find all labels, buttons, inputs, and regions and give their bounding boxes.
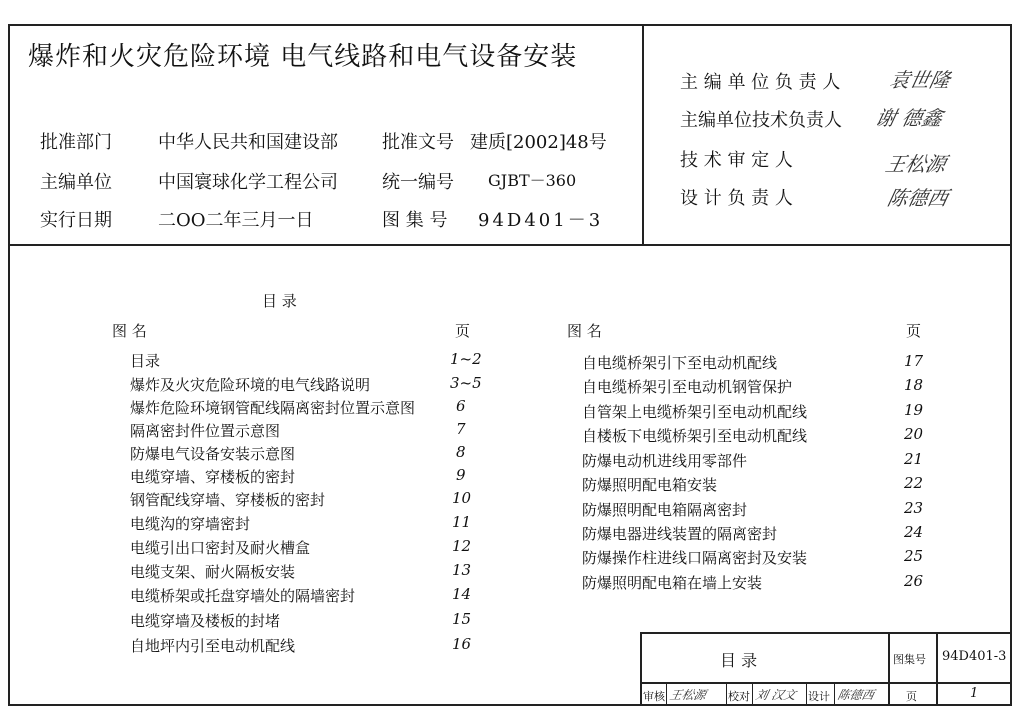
toc-entry[interactable] [582, 474, 922, 498]
signature-label-review: 技 术 审 定 人 [680, 150, 793, 171]
toc-entry[interactable] [130, 610, 490, 634]
approval-doc-value: 建质[2002]48号 [470, 132, 607, 153]
signature-chief-unit: 袁世隆 [887, 68, 953, 92]
sheet-title: 目 录 [720, 651, 758, 670]
toc-entry-page: 24 [904, 523, 924, 541]
toc-entry-page: 10 [452, 489, 472, 507]
toc-entry-page: 12 [452, 537, 472, 555]
page-title: 爆炸和火灾危险环境 电气线路和电气设备安装 [28, 42, 578, 72]
toc-entry[interactable] [130, 350, 490, 374]
toc-entry-name: 爆炸危险环境钢管配线隔离密封位置示意图 [130, 399, 416, 417]
toc-entry[interactable] [130, 489, 490, 513]
toc-entry-name: 电缆引出口密封及耐火槽盒 [130, 539, 311, 557]
effective-date-value: 二OO二年三月一日 [158, 210, 314, 231]
title-block-atlas-value: 94D401-3 [942, 649, 1007, 664]
unified-code-label: 统一编号 [382, 172, 454, 193]
toc-entry[interactable] [130, 397, 490, 421]
toc-entry-page: 14 [452, 585, 472, 603]
toc-entry[interactable] [582, 352, 922, 376]
header-divider-horizontal [8, 244, 1012, 246]
toc-entry[interactable] [582, 376, 922, 400]
toc-entry-page: 8 [456, 443, 466, 461]
signature-tech: 谢 德鑫 [873, 106, 945, 130]
design-label: 设计 [808, 690, 830, 703]
toc-entry-page: 15 [452, 610, 472, 628]
atlas-no-value: 94D401－3 [478, 210, 604, 231]
toc-entry[interactable] [130, 537, 490, 561]
toc-entry-name: 电缆支架、耐火隔板安装 [130, 563, 296, 581]
toc-right-page-header: 页 [906, 322, 922, 340]
toc-entry[interactable] [582, 425, 922, 449]
effective-date-label: 实行日期 [40, 210, 112, 231]
toc-entry-name: 目录 [130, 352, 161, 370]
toc-entry-name: 防爆照明配电箱隔离密封 [582, 501, 748, 519]
toc-entry[interactable] [582, 572, 922, 596]
page-number: 1 [970, 686, 979, 701]
signature-design: 陈德西 [885, 186, 951, 210]
toc-entry-name: 防爆照明配电箱在墙上安装 [582, 574, 763, 592]
toc-entry[interactable] [582, 401, 922, 425]
toc-entry-name: 自管架上电缆桥架引至电动机配线 [582, 403, 808, 421]
toc-entry-page: 6 [456, 397, 466, 415]
unified-code-value: GJBT－360 [488, 171, 577, 190]
toc-left-page-header: 页 [455, 322, 471, 340]
header-divider-vertical [642, 24, 644, 246]
toc-entry[interactable] [130, 635, 490, 659]
signature-label-design: 设 计 负 责 人 [680, 188, 793, 209]
approval-dept-value: 中华人民共和国建设部 [158, 132, 338, 153]
toc-entry-name: 防爆电器进线装置的隔离密封 [582, 525, 778, 543]
toc-entry-name: 防爆电气设备安装示意图 [130, 445, 296, 463]
editor-unit-label: 主编单位 [40, 172, 112, 193]
toc-entry-page: 18 [904, 376, 924, 394]
toc-entry-name: 自电缆桥架引至电动机钢管保护 [582, 378, 793, 396]
toc-entry[interactable] [130, 374, 490, 398]
toc-entry[interactable] [582, 499, 922, 523]
toc-entry-name: 电缆沟的穿墙密封 [130, 515, 251, 533]
page-label: 页 [906, 690, 917, 703]
design-signature: 陈德西 [836, 688, 876, 702]
toc-entry-page: 9 [456, 466, 466, 484]
toc-entry-name: 自楼板下电缆桥架引至电动机配线 [582, 427, 808, 445]
signature-label-tech: 主编单位技术负责人 [680, 110, 842, 131]
check-signature: 刘 汉文 [754, 688, 798, 702]
toc-right-name-header: 图 名 [567, 322, 602, 340]
toc-heading: 目 录 [262, 292, 297, 310]
toc-entry-name: 电缆穿墙及楼板的封堵 [130, 612, 281, 630]
toc-entry-page: 25 [904, 547, 924, 565]
toc-entry-name: 自地坪内引至电动机配线 [130, 637, 296, 655]
toc-entry-page: 16 [452, 635, 472, 653]
toc-entry-page: 20 [904, 425, 924, 443]
toc-entry-page: 1~2 [450, 350, 482, 368]
title-block-atlas-label: 图集号 [893, 653, 926, 666]
toc-entry-page: 3~5 [450, 374, 482, 392]
toc-left-name-header: 图 名 [112, 322, 147, 340]
editor-unit-value: 中国寰球化学工程公司 [158, 172, 338, 193]
toc-entry[interactable] [130, 466, 490, 490]
toc-entry[interactable] [130, 443, 490, 467]
toc-entry-name: 钢管配线穿墙、穿楼板的密封 [130, 491, 326, 509]
approval-doc-label: 批准文号 [382, 132, 454, 153]
toc-entry-page: 13 [452, 561, 472, 579]
toc-entry[interactable] [130, 585, 490, 609]
toc-entry-name: 电缆桥架或托盘穿墙处的隔墙密封 [130, 587, 356, 605]
toc-entry[interactable] [130, 420, 490, 444]
toc-entry[interactable] [582, 450, 922, 474]
review-label: 审核 [643, 690, 665, 703]
toc-entry-page: 17 [904, 352, 924, 370]
toc-entry[interactable] [582, 547, 922, 571]
approval-dept-label: 批准部门 [40, 132, 112, 153]
toc-entry-name: 爆炸及火灾危险环境的电气线路说明 [130, 376, 371, 394]
toc-entry-name: 自电缆桥架引下至电动机配线 [582, 354, 778, 372]
check-label: 校对 [728, 690, 750, 703]
toc-entry-name: 防爆操作柱进线口隔离密封及安装 [582, 549, 808, 567]
signature-review: 王松源 [883, 152, 949, 176]
toc-entry[interactable] [582, 523, 922, 547]
toc-entry-page: 11 [452, 513, 472, 531]
toc-entry-name: 隔离密封件位置示意图 [130, 422, 281, 440]
toc-entry-name: 防爆电动机进线用零部件 [582, 452, 748, 470]
toc-entry-page: 21 [904, 450, 924, 468]
toc-entry[interactable] [130, 561, 490, 585]
toc-entry-page: 7 [456, 420, 466, 438]
review-signature: 王松源 [668, 688, 708, 702]
toc-entry-name: 电缆穿墙、穿楼板的密封 [130, 468, 296, 486]
toc-entry-page: 19 [904, 401, 924, 419]
toc-entry-page: 22 [904, 474, 924, 492]
atlas-no-label: 图 集 号 [382, 210, 448, 231]
toc-entry-name: 防爆照明配电箱安装 [582, 476, 718, 494]
toc-entry-page: 23 [904, 499, 924, 517]
toc-entry-page: 26 [904, 572, 924, 590]
toc-entry[interactable] [130, 513, 490, 537]
signature-label-chief-unit: 主 编 单 位 负 责 人 [680, 72, 841, 93]
